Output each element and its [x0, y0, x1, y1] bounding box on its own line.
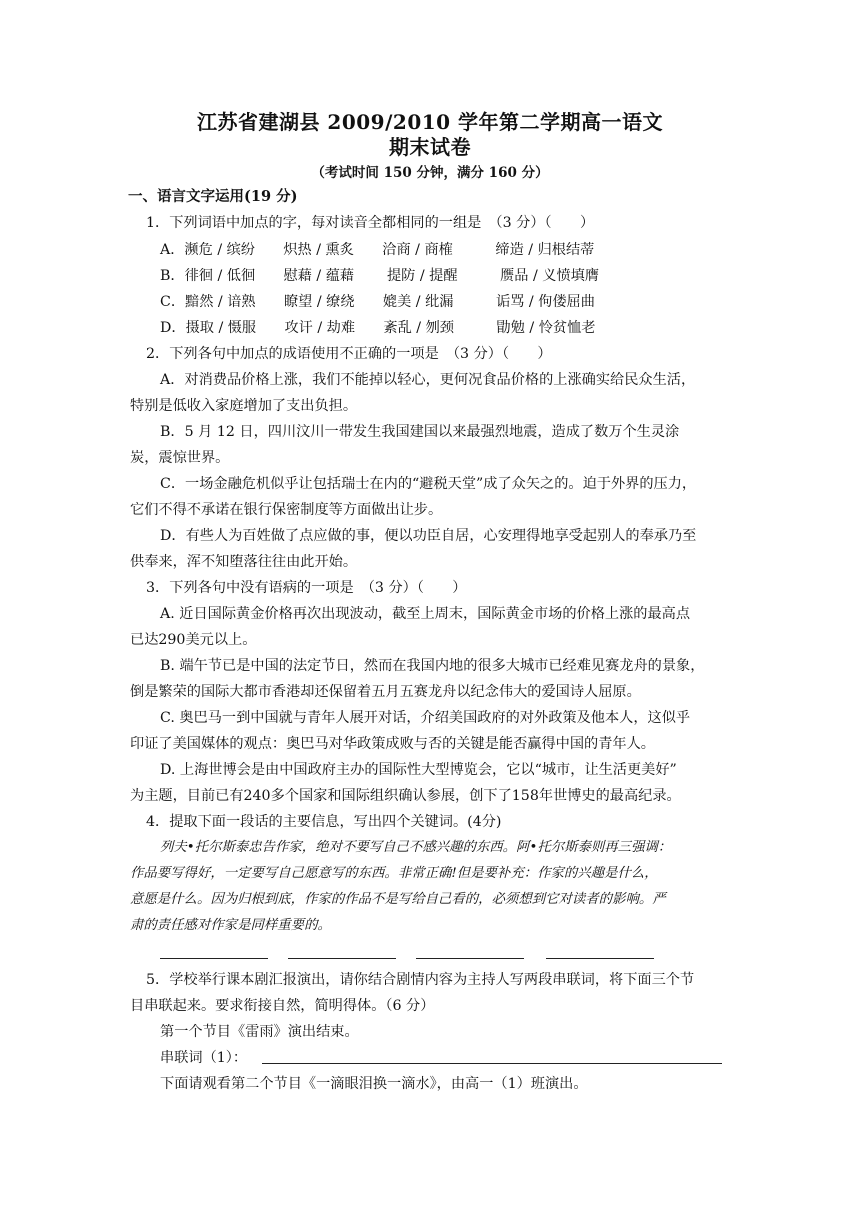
exam-title-line2: 期末试卷	[389, 135, 471, 159]
keyword-answer-blank-2[interactable]	[288, 958, 396, 959]
keyword-answer-blank-1[interactable]	[160, 958, 268, 959]
question-3-option-d-line2: 为主题，目前已有240多个国家和国际组织确认参展，创下了158年世博史的最高纪录。	[130, 788, 681, 804]
question-2-option-b-line2: 炭，震惊世界。	[130, 450, 230, 466]
question-3-option-b-line2: 倒是繁荣的国际大都市香港却还保留着五月五赛龙舟以纪念伟大的爱国诗人屈原。	[130, 684, 641, 700]
keyword-answer-blank-4[interactable]	[546, 958, 654, 959]
question-1-option-a: A．濒危 / 缤纷 炽热 / 熏炙 洽商 / 商榷 缔造 / 归根结蒂	[160, 242, 595, 258]
question-3-option-c-line1: C. 奥巴马一到中国就与青年人展开对话，介绍美国政府的对外政策及他本人，这似乎	[160, 710, 691, 726]
transition-label-1: 串联词（1）：	[160, 1050, 248, 1066]
question-1-option-c: C．黯然 / 谙熟 瞭望 / 缭绕 媲美 / 纰漏 诟骂 / 佝偻屈曲	[160, 294, 595, 310]
question-3-stem: 3．下列各句中没有语病的一项是 （3 分）（ ）	[146, 580, 467, 596]
question-2-option-c-line1: C．一场金融危机似乎让包括瑞士在内的“避税天堂”成了众矢之的。迫于外界的压力，	[160, 476, 697, 492]
question-2-option-d-line2: 供奉来，浑不知堕落往往由此开始。	[130, 554, 358, 570]
question-1-stem: 1．下列词语中加点的字，每对读音全都相同的一组是 （3 分）（ ）	[146, 215, 595, 231]
transition-answer-blank-1[interactable]	[262, 1063, 722, 1064]
question-2-option-d-line1: D．有些人为百姓做了点应做的事，便以功臣自居，心安理得地享受起别人的奉承乃至	[160, 528, 697, 544]
exam-title: 江苏省建湖县 2009/2010 学年第二学期高一语文	[196, 110, 664, 134]
question-4-passage-line4: 肃的责任感对作家是同样重要的。	[130, 918, 331, 933]
program-2-intro: 下面请观看第二个节目《一滴眼泪换一滴水》，由高一（1）班演出。	[160, 1076, 588, 1092]
question-3-option-c-line2: 印证了美国媒体的观点：奥巴马对华政策成败与否的关键是能否赢得中国的青年人。	[130, 736, 655, 752]
question-2-option-b-line1: B．5 月 12 日，四川汶川一带发生我国建国以来最强烈地震，造成了数万个生灵涂	[160, 424, 680, 440]
program-1-ended: 第一个节目《雷雨》演出结束。	[160, 1024, 359, 1040]
question-2-option-a-line2: 特别是低收入家庭增加了支出负担。	[130, 398, 358, 414]
question-3-option-d-line1: D. 上海世博会是由中国政府主办的国际性大型博览会，它以“城市，让生活更美好”	[160, 762, 677, 778]
question-4-passage-line3: 意愿是什么。因为归根到底，作家的作品不是写给自己看的，必须想到它对读者的影响。严	[130, 892, 666, 907]
question-4-stem: 4．提取下面一段话的主要信息，写出四个关键词。(4分)	[146, 814, 502, 830]
question-2-option-c-line2: 它们不得不承诺在银行保密制度等方面做出让步。	[130, 502, 443, 518]
question-1-option-b: B．徘徊 / 低徊 慰藉 / 蕴藉 提防 / 提醒 赝品 / 义愤填膺	[160, 268, 600, 284]
question-2-option-a-line1: A．对消费品价格上涨，我们不能掉以轻心，更何况食品价格的上涨确实给民众生活，	[160, 372, 696, 388]
question-4-passage-line1: 列夫•托尔斯泰忠告作家，绝对不要写自己不感兴趣的东西。阿•托尔斯泰则再三强调：	[160, 840, 672, 855]
question-5-stem-line2: 目串联起来。要求衔接自然，简明得体。（6 分）	[130, 998, 435, 1014]
question-1-option-d: D．摄取 / 慑服 攻讦 / 劫难 紊乱 / 刎颈 勖勉 / 怜贫恤老	[160, 320, 596, 336]
section-heading: 一、语言文字运用(19 分)	[128, 188, 298, 205]
question-3-option-a-line1: A. 近日国际黄金价格再次出现波动，截至上周末，国际黄金市场的价格上涨的最高点	[160, 606, 691, 622]
question-3-option-b-line1: B. 端午节已是中国的法定节日，然而在我国内地的很多大城市已经难见赛龙舟的景象，	[160, 658, 705, 674]
question-5-stem-line1: 5．学校举行课本剧汇报演出，请你结合剧情内容为主持人写两段串联词，将下面三个节	[146, 972, 695, 988]
question-4-passage-line2: 作品要写得好，一定要写自己愿意写的东西。非常正确!但是要补充：作家的兴趣是什么，	[130, 866, 658, 881]
exam-info: （考试时间 150 分钟，满分 160 分）	[311, 165, 549, 181]
question-2-stem: 2．下列各句中加点的成语使用不正确的一项是 （3 分）（ ）	[146, 346, 552, 362]
question-3-option-a-line2: 已达290美元以上。	[130, 632, 257, 648]
keyword-answer-blank-3[interactable]	[416, 958, 524, 959]
